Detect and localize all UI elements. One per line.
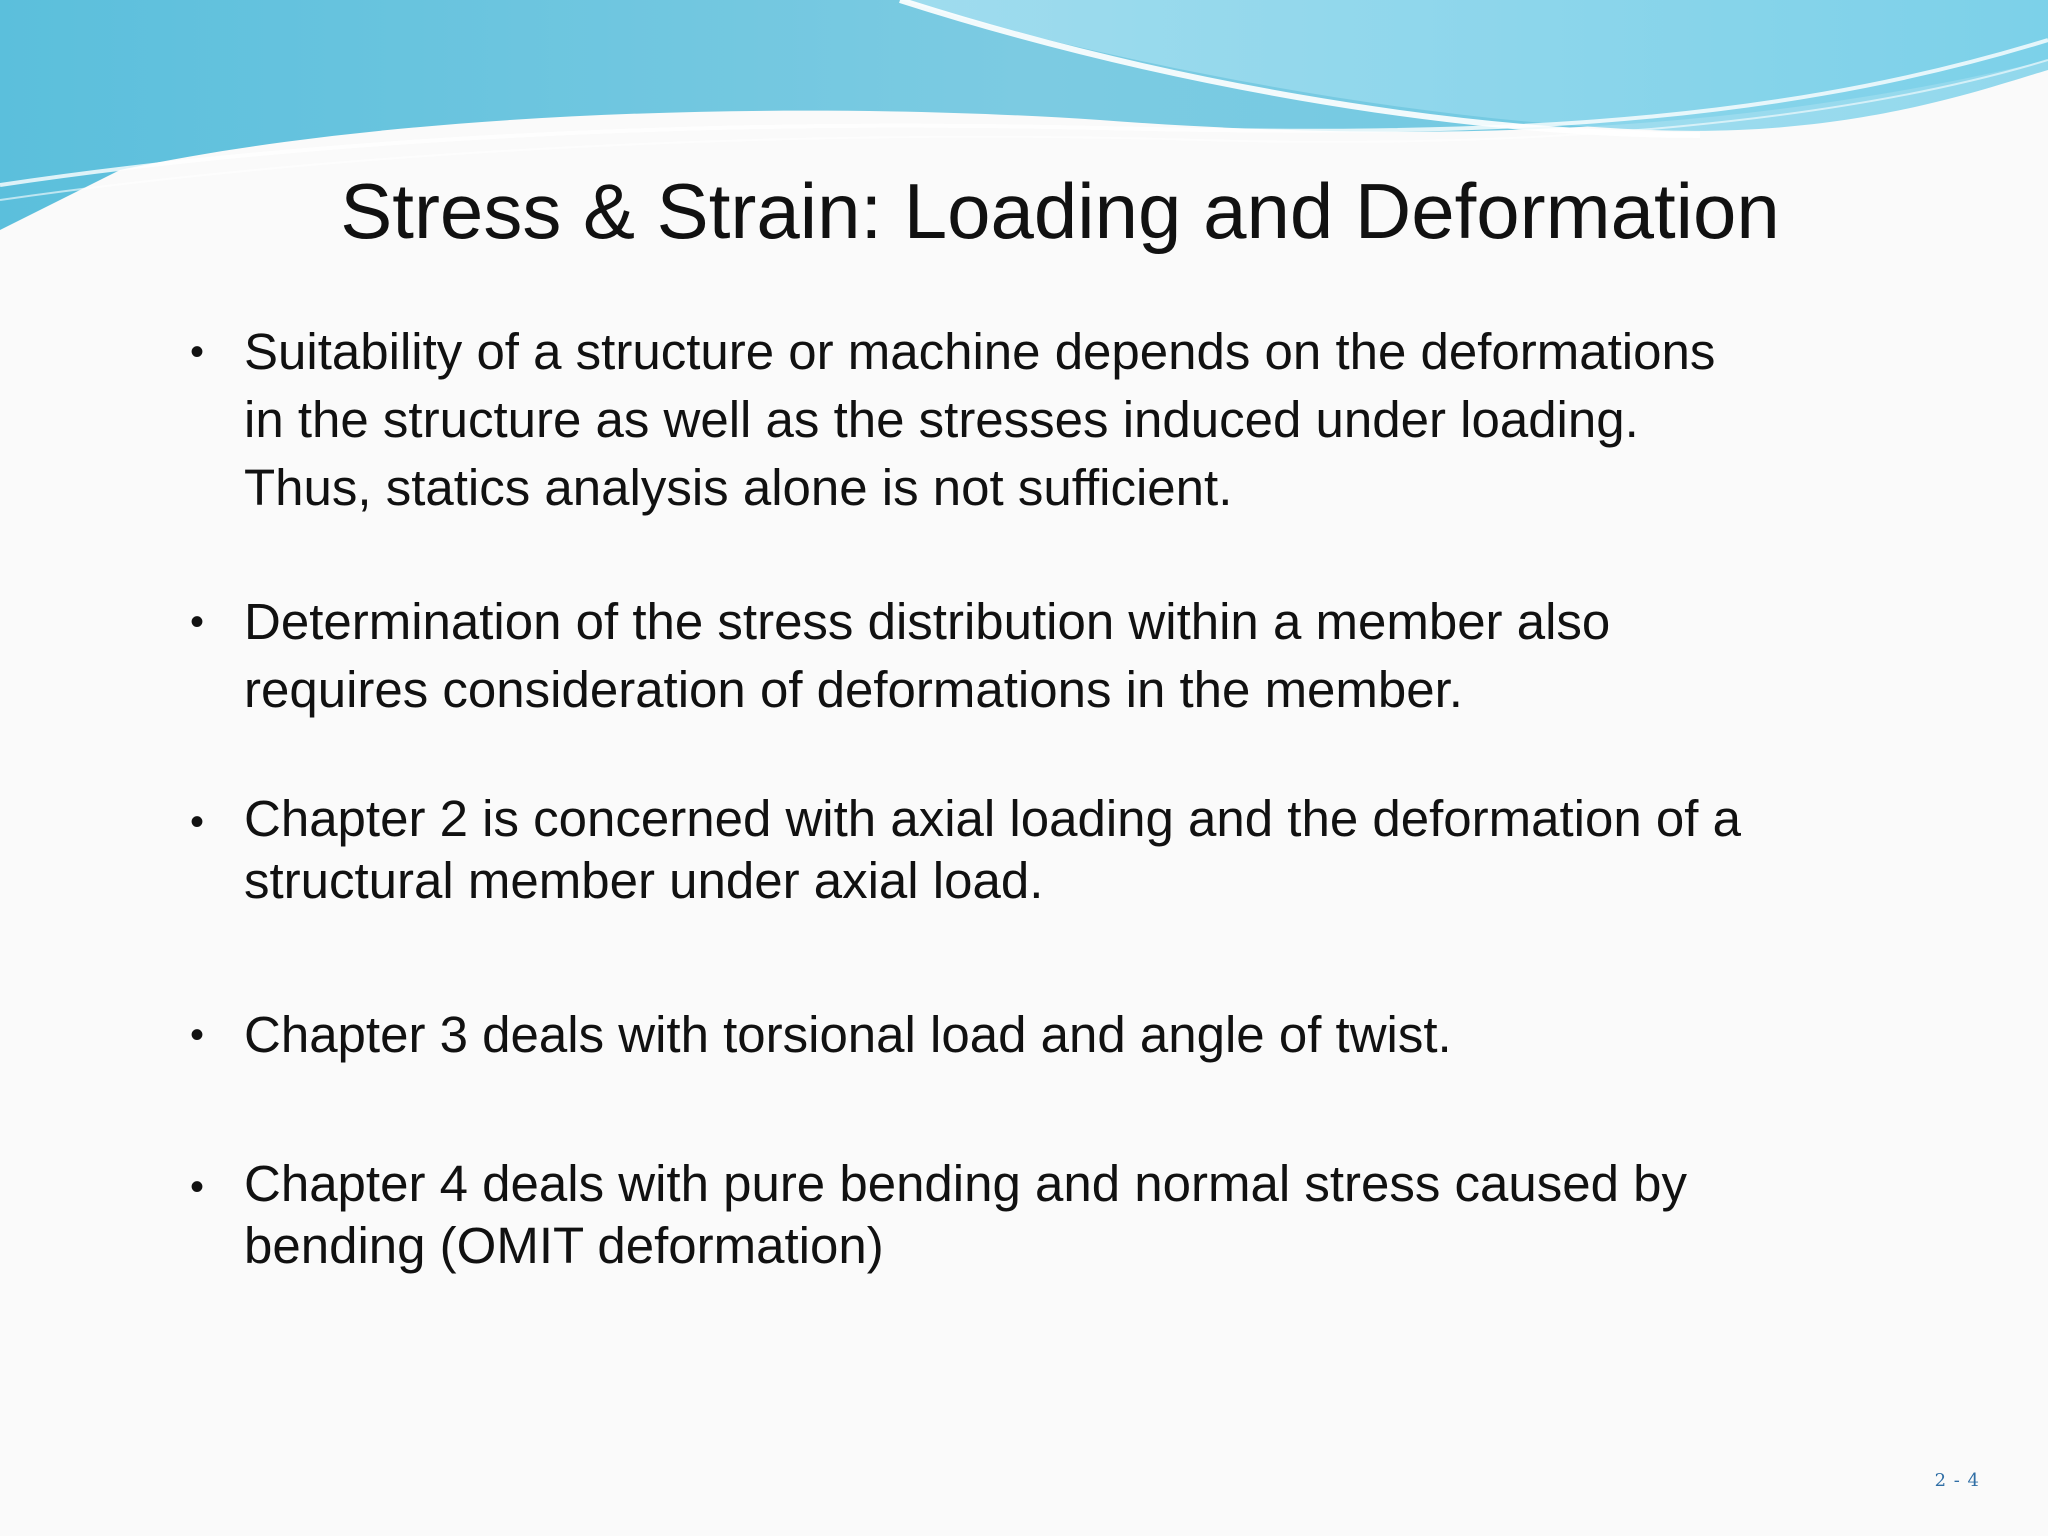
bullet-line: structural member under axial load. bbox=[244, 852, 1044, 909]
bullet-line: Chapter 2 is concerned with axial loading and the deformation of a bbox=[244, 790, 1741, 847]
bullet-text bbox=[244, 588, 1934, 724]
bullet-text bbox=[244, 318, 1934, 522]
bullet-line: requires consideration of deformations in the member. bbox=[244, 661, 1463, 718]
bullet-text bbox=[244, 788, 1934, 912]
bullet-line: Thus, statics analysis alone is not sufficient. bbox=[244, 459, 1233, 516]
slide-title: Stress & Strain: Loading and Deformation bbox=[340, 167, 1780, 255]
page-number: 2 - 4 bbox=[1934, 1470, 1980, 1491]
bullet-line: in the structure as well as the stresses induced under loading. bbox=[244, 391, 1639, 448]
bullet-marker: • bbox=[190, 330, 205, 374]
bullet-text bbox=[244, 1001, 1934, 1069]
bullet-line: Suitability of a structure or machine depends on the deformations bbox=[244, 323, 1716, 380]
bullet-marker: • bbox=[190, 1013, 205, 1057]
bullet-line: Chapter 4 deals with pure bending and normal stress caused by bbox=[244, 1155, 1688, 1212]
bullet-line: Determination of the stress distribution within a member also bbox=[244, 593, 1611, 650]
bullet-marker: • bbox=[190, 1165, 205, 1209]
bullet-marker: • bbox=[190, 800, 205, 844]
bullet-line: Chapter 3 deals with torsional load and angle of twist. bbox=[244, 1006, 1452, 1063]
bullet-line: bending (OMIT deformation) bbox=[244, 1217, 884, 1274]
bullet-text bbox=[244, 1153, 1934, 1277]
bullet-marker: • bbox=[190, 600, 205, 644]
